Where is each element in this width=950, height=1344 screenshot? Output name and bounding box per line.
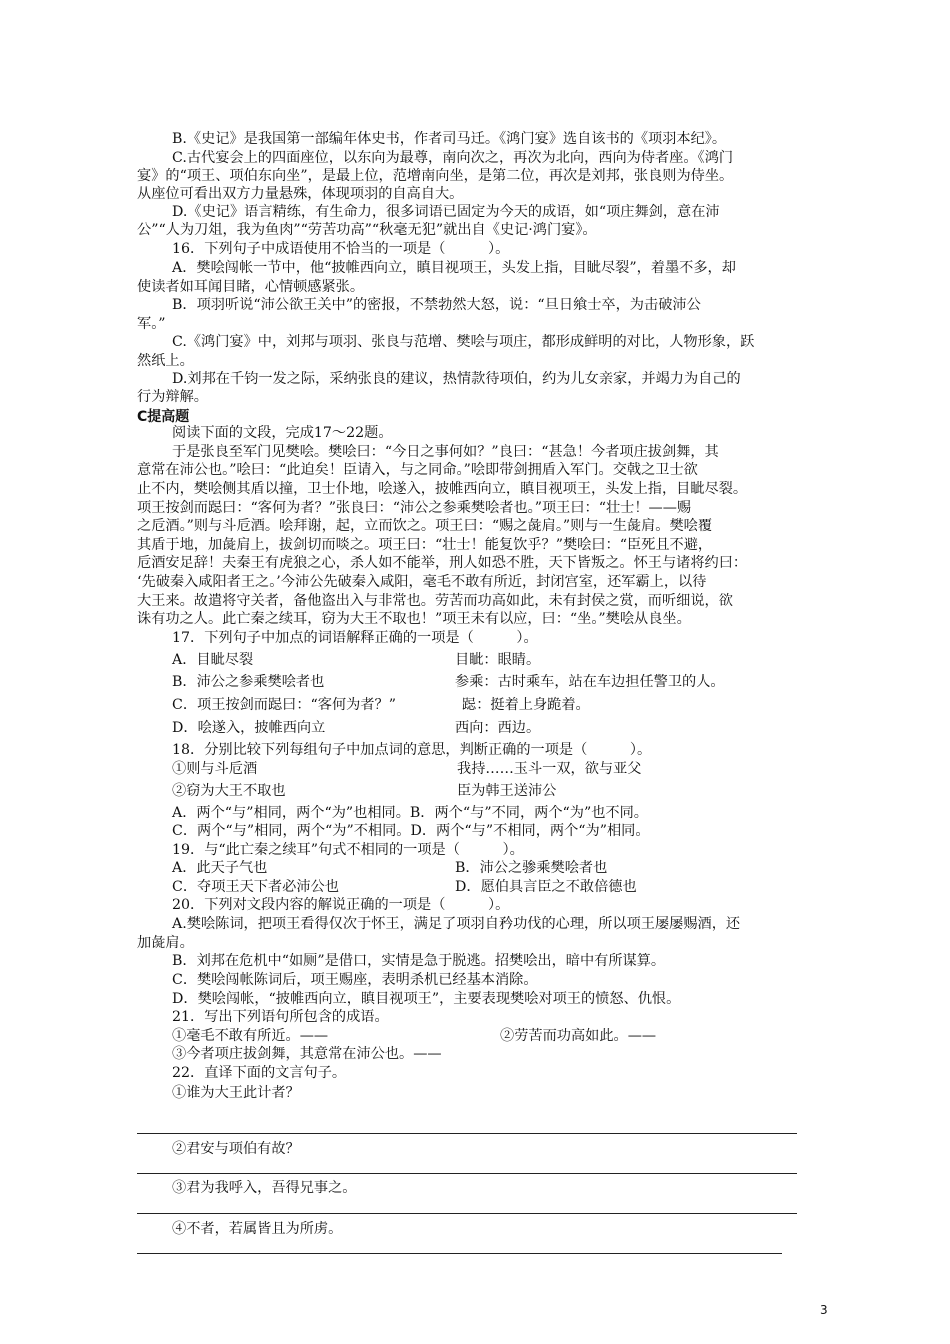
passage-line: 其盾于地，加彘肩上，拔剑切而啖之。项王曰：“壮士！能复饮乎？”樊哙曰：“臣死且不避，: [137, 537, 713, 553]
question-19: 19．与“此亡秦之续耳”句式不相同的一项是（ ）。: [172, 842, 524, 858]
question-16: 16．下列句子中成语使用不恰当的一项是（ ）。: [172, 241, 510, 257]
question-20: 20．下列对文段内容的解说正确的一项是（ ）。: [172, 897, 510, 913]
answer-options-cd: C．两个“与”相同，两个“为”不相同。D．两个“与”不相同，两个“为”相同。: [172, 823, 650, 839]
section-heading-c: C提高题: [137, 409, 190, 425]
text-line: 从座位可看出双方力量悬殊，体现项羽的自高自大。: [137, 186, 464, 202]
passage-line: 之卮酒。”则与斗卮酒。哙拜谢，起，立而饮之。项王曰：“赐之彘肩。”则与一生彘肩。樊哙覆: [137, 518, 713, 534]
idiom-prompt-3: ③今者项庄拔剑舞，其意常在沛公也。——: [172, 1046, 442, 1062]
passage-line: ‘先破秦入咸阳者王之。’今沛公先破秦入咸阳，毫毛不敢有所近，封闭宫室，还军霸上，以待: [137, 574, 707, 590]
answer-options-ab: A．两个“与”相同，两个“为”也相同。B．两个“与”不同，两个“为”也不同。: [172, 805, 648, 821]
option-d-line: D．樊哙闯帐，“披帷西向立，瞋目视项王”，主要表现樊哙对项王的愤怒、仇恨。: [172, 991, 681, 1007]
text-line: 宴》的“项王、项伯东向坐”，是最上位，范增南向坐，是第二位，再次是刘邦，张良则为侍坐。: [137, 168, 734, 184]
answer-line: [137, 1253, 782, 1254]
question-18: 18．分别比较下列每组句子中加点词的意思，判断正确的一项是（ ）。: [172, 742, 652, 758]
option-a-line: A．樊哙闯帐一节中，他“披帷西向立，瞋目视项王，头发上指，目眦尽裂”，着墨不多，却: [172, 260, 736, 276]
option-a-explanation: 目眦：眼睛。: [455, 652, 541, 668]
idiom-prompt-1: ①毫毛不敢有所近。——: [172, 1028, 329, 1044]
option-d-text: D．愿伯具言臣之不敢倍德也: [455, 879, 637, 895]
option-a-line: A.樊哙陈词，把项王看得仅次于怀王，满足了项羽自矜功伐的心理，所以项王屡屡赐酒，还: [172, 916, 741, 932]
passage-line: 项王按剑而跽曰：“客何为者？”张良曰：“沛公之参乘樊哙者也。”项王曰：“壮士！——赐: [137, 500, 692, 516]
option-b-line: B．项羽听说“沛公欲王关中”的密报，不禁勃然大怒，说：“旦日飨士卒，为击破沛公: [172, 297, 701, 313]
text-line: 公”“人为刀俎，我为鱼肉”“劳苦功高”“秋毫无犯”就出自《史记·鸿门宴》。: [137, 222, 597, 238]
text-line: 然纸上。: [137, 353, 194, 369]
option-c-text: C．夺项王天下者必沛公也: [172, 879, 339, 895]
text-line: 加彘肩。: [137, 935, 194, 951]
question-21: 21．写出下列语句所包含的成语。: [172, 1009, 389, 1025]
translate-item-2: ②君安与项伯有故？: [172, 1141, 300, 1157]
passage-line: 止不内，樊哙侧其盾以撞，卫士仆地，哙遂入，披帷西向立，瞋目视项王，头发上指，目眦尽裂。: [137, 481, 748, 497]
translate-item-3: ③君为我呼入，吾得兄事之。: [172, 1180, 357, 1196]
text-line: 行为辩解。: [137, 389, 208, 405]
option-c-explanation: 跽：挺着上身跪着。: [462, 697, 590, 713]
option-d-explanation: 西向：西边。: [455, 720, 541, 736]
option-c-text: C．项王按剑而跽曰：“客何为者？”: [172, 697, 396, 713]
option-a-text: A．目眦尽裂: [172, 652, 254, 668]
option-d-line: D.《史记》语言精练，有生命力，很多词语已固定为今天的成语，如“项庄舞剑，意在沛: [172, 204, 720, 220]
passage-line: 卮酒安足辞！夫秦王有虎狼之心，杀人如不能举，刑人如恐不胜，天下皆叛之。怀王与诸将约曰：: [137, 555, 748, 571]
option-b-text: B．沛公之骖乘樊哙者也: [455, 860, 608, 876]
text-line: 军。”: [137, 316, 166, 332]
passage-line: 大王来。故遣将守关者，备他盗出入与非常也。劳苦而功高如此，未有封侯之赏，而听细说，欲: [137, 593, 733, 609]
idiom-prompt-2: ②劳苦而功高如此。——: [500, 1028, 657, 1044]
option-b-line: B．刘邦在危机中“如厕”是借口，实情是急于脱逃。招樊哙出，暗中有所谋算。: [172, 953, 666, 969]
page-number: 3: [820, 1303, 828, 1317]
option-c-line: C.《鸿门宴》中，刘邦与项羽、张良与范增、樊哙与项庄，都形成鲜明的对比，人物形象，跃: [172, 334, 755, 350]
question-22: 22．直译下面的文言句子。: [172, 1065, 347, 1081]
text-line: 使读者如耳闻目睹，心情顿感紧张。: [137, 279, 365, 295]
sentence-2: ②窃为大王不取也: [172, 783, 286, 799]
option-d-text: D．哙遂入，披帷西向立: [172, 720, 326, 736]
option-b-explanation: 参乘：古时乘车，站在车边担任警卫的人。: [455, 674, 725, 690]
option-c-line: C．樊哙闯帐陈词后，项王赐座，表明杀机已经基本消除。: [172, 972, 538, 988]
option-d-line: D.刘邦在千钧一发之际，采纳张良的建议，热情款待项伯，约为儿女亲家，并竭力为自己的: [172, 371, 741, 387]
answer-line: [137, 1133, 797, 1134]
passage-line: 于是张良至军门见樊哙。樊哙曰：“今日之事何如？”良曰：“甚急！今者项庄拔剑舞，其: [172, 444, 719, 460]
passage-line: 诛有功之人。此亡秦之续耳，窃为大王不取也！”项王未有以应，曰：“坐。”樊哙从良坐。: [137, 611, 691, 627]
question-17: 17．下列句子中加点的词语解释正确的一项是（ ）。: [172, 630, 538, 646]
sentence-1-compare: 我持……玉斗一双，欲与亚父: [457, 761, 642, 777]
sentence-1: ①则与斗卮酒: [172, 761, 258, 777]
sentence-2-compare: 臣为韩王送沛公: [457, 783, 557, 799]
translate-item-1: ①谁为大王此计者？: [172, 1085, 300, 1101]
option-b-line: B.《史记》是我国第一部编年体史书，作者司马迁。《鸿门宴》选自该书的《项羽本纪》。: [172, 131, 727, 147]
translate-item-4: ④不者，若属皆且为所虏。: [172, 1221, 343, 1237]
answer-line: [137, 1173, 797, 1174]
option-b-text: B．沛公之参乘樊哙者也: [172, 674, 325, 690]
passage-line: 意常在沛公也。”哙曰：“此迫矣！臣请入，与之同命。”哙即带剑拥盾入军门。交戟之卫士欲: [137, 462, 698, 478]
option-c-line: C.古代宴会上的四面座位，以东向为最尊，南向次之，再次为北向，西向为侍者座。《鸿门: [172, 150, 734, 166]
instruction-line: 阅读下面的文段，完成17～22题。: [172, 425, 393, 441]
option-a-text: A．此天子气也: [172, 860, 268, 876]
answer-line: [137, 1213, 797, 1214]
